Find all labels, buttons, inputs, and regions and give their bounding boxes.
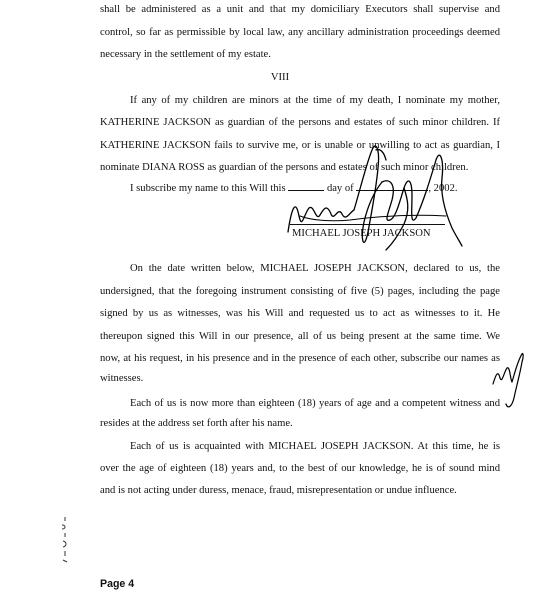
year-text: , 2002. xyxy=(428,183,458,194)
text-line: over the age of eighteen (18) years and, to the best of our knowledge, he is of sound mind xyxy=(100,463,500,474)
text-line: witnesses. xyxy=(100,373,144,384)
text-line: control, so far as permissible by local law, any ancillary administration proceedings deemed xyxy=(100,27,500,38)
text-line: Each of us is acquainted with MICHAEL JOSEPH JACKSON. At this time, he is xyxy=(130,441,500,452)
margin-stamp xyxy=(58,515,72,565)
text-line: KATHERINE JACKSON as guardian of the persons and estates of such minor children. If xyxy=(100,117,500,128)
text-line: necessary in the settlement of my estate. xyxy=(100,49,271,60)
page-footer: Page 4 xyxy=(100,578,135,590)
subscribe-prefix: I subscribe my name to this Will this xyxy=(130,183,286,194)
text-line: KATHERINE JACKSON fails to survive me, or is unable or unwilling to act as guardian, I xyxy=(100,140,500,151)
text-line: On the date written below, MICHAEL JOSEPH JACKSON, declared to us, the xyxy=(130,263,500,274)
text-line: and is not acting under duress, menace, fraud, misrepresentation or undue influence. xyxy=(100,485,457,496)
text-line: now, at his request, in his presence and in the presence of each other, subscribe our names as xyxy=(100,353,500,364)
signatory-name: MICHAEL JOSEPH JACKSON xyxy=(292,228,431,239)
text-line: undersigned, that the foregoing instrument consisting of five (5) pages, including the page xyxy=(100,286,500,297)
text-line: nominate DIANA ROSS as guardian of the persons and estates of such minor children. xyxy=(100,162,469,173)
text-line: signed by us as witnesses, was his Will and requested us to act as witnesses to it. He xyxy=(100,308,500,319)
margin-initials xyxy=(490,352,530,412)
text-line: Each of us is now more than eighteen (18) years of age and a competent witness and xyxy=(130,398,500,409)
text-line: thereupon signed this Will in our presence, all of us being present at the same time. We xyxy=(100,331,500,342)
text-line: shall be administered as a unit and that my domiciliary Executors shall supervise and xyxy=(100,4,500,15)
text-line: resides at the address set forth after his name. xyxy=(100,418,293,429)
section-heading: VIII xyxy=(270,72,290,83)
day-of-label: day of xyxy=(326,183,354,194)
text-line: If any of my children are minors at the time of my death, I nominate my mother, xyxy=(130,95,500,106)
